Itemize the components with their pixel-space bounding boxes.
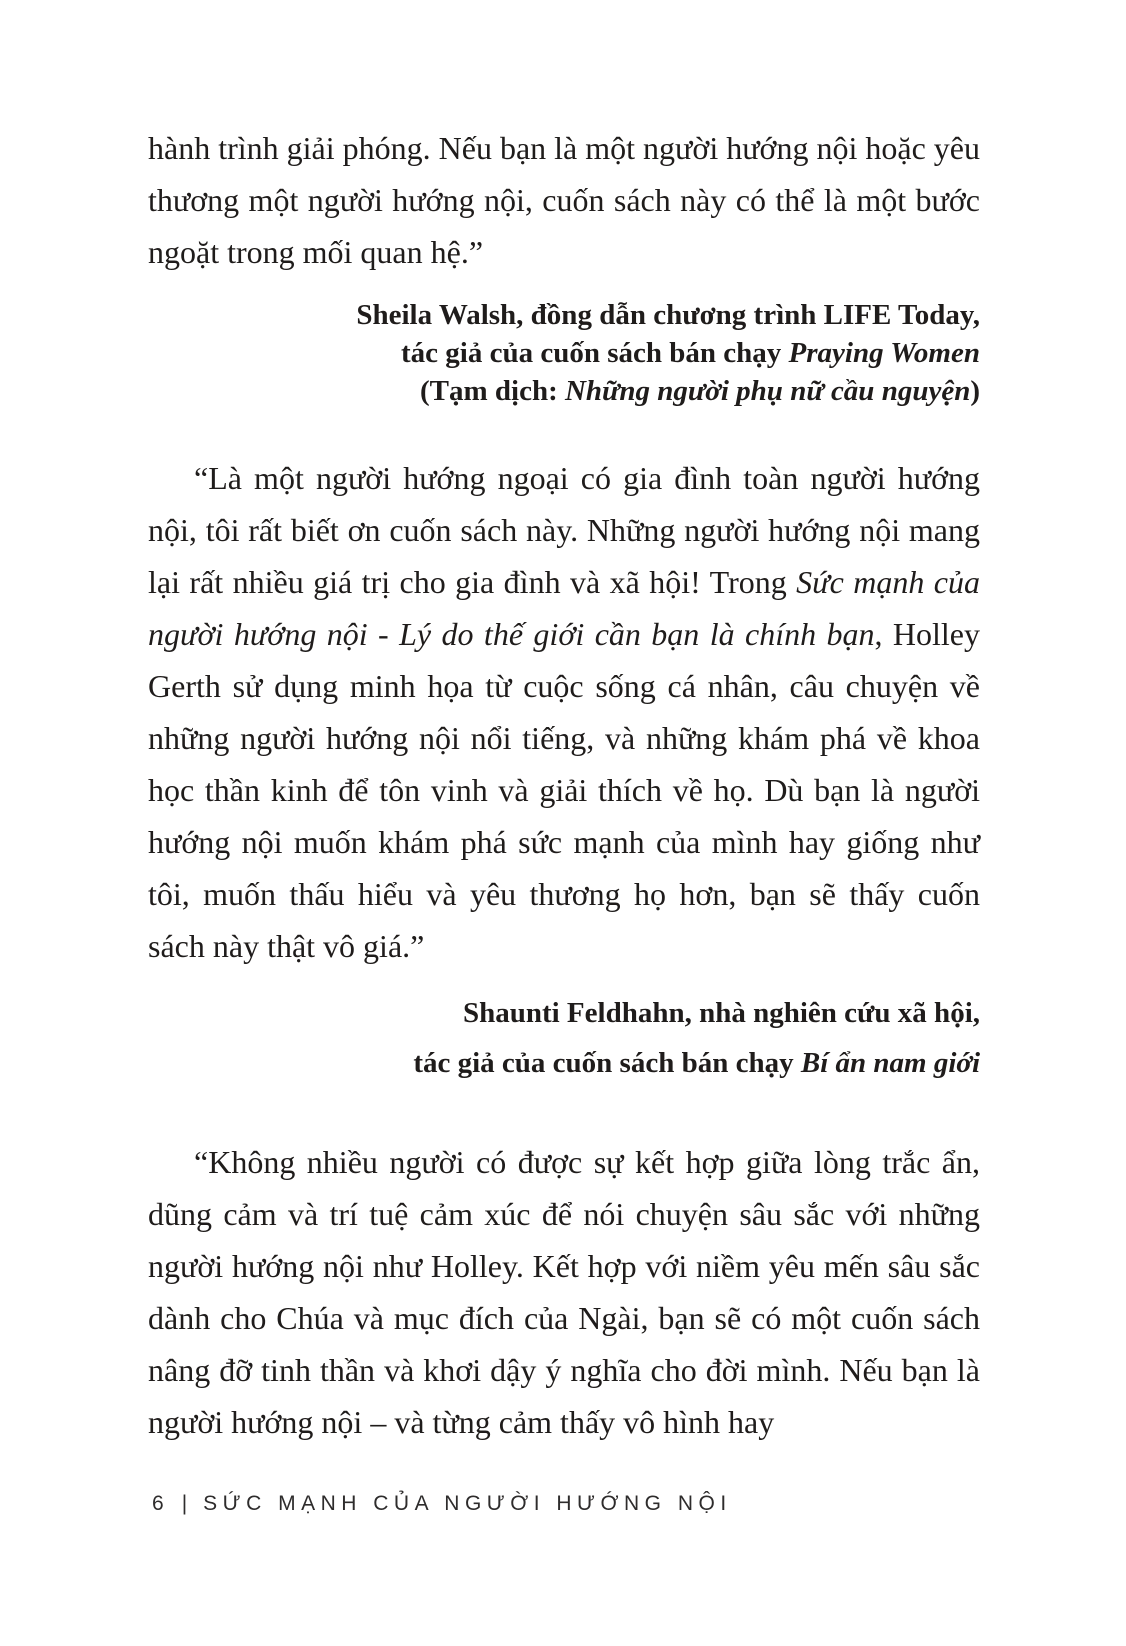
- attribution-line: Shaunti Feldhahn, nhà nghiên cứu xã hội,: [462, 997, 980, 1029]
- attribution-line: tác giả của cuốn sách bán chạy Bí ẩn nam giới: [413, 1047, 980, 1079]
- page-number: 6: [152, 1492, 166, 1515]
- endorsement-quote-3: “Không nhiều người có được sự kết hợp giữa lòng trắc ẩn, dũng cảm và trí tuệ cảm xúc để nói chuyện sâu sắc với những người hướng nội như Holley. Kết hợp với niềm yêu mến sâu sắc dành cho Chúa và mục đích của Ngài, bạn sẽ có một cuốn sách nâng đỡ tinh thần và khơi dậy ý nghĩa cho đời mình. Nếu bạn là người hướng nội – và từng cảm thấy vô hình hay: [148, 1144, 980, 1440]
- running-title: SỨC MẠNH CỦA NGƯỜI HƯỚNG NỘI: [203, 1492, 732, 1515]
- attribution-sheila-walsh: [148, 296, 980, 410]
- endorsement-quote-1: hành trình giải phóng. Nếu bạn là một người hướng nội hoặc yêu thương một người hướng nội, cuốn sách này có thể là một bước ngoặt trong mối quan hệ.”: [148, 130, 980, 270]
- attribution-line: Sheila Walsh, đồng dẫn chương trình LIFE Today,: [356, 299, 980, 331]
- endorsements-section: [148, 122, 980, 1448]
- attribution-line: (Tạm dịch: Những người phụ nữ cầu nguyện): [419, 375, 980, 407]
- endorsement-quote-2: “Là một người hướng ngoại có gia đình toàn người hướng nội, tôi rất biết ơn cuốn sách này. Những người hướng nội mang lại rất nhiều giá trị cho gia đình và xã hội! Trong Sức mạnh của người hướng nội - Lý do thế giới cần bạn là chính bạn, Holley Gerth sử dụng minh họa từ cuộc sống cá nhân, câu chuyện về những người hướng nội nổi tiếng, và những khám phá về khoa học thần kinh để tôn vinh và giải thích về họ. Dù bạn là người hướng nội muốn khám phá sức mạnh của mình hay giống như tôi, muốn thấu hiểu và yêu thương họ hơn, bạn sẽ thấy cuốn sách này thật vô giá.”: [148, 460, 981, 964]
- attribution-shaunti-feldhahn: [148, 988, 980, 1088]
- page-footer: [152, 1492, 732, 1516]
- attribution-line: tác giả của cuốn sách bán chạy Praying Women: [401, 337, 980, 369]
- footer-separator: |: [181, 1492, 188, 1515]
